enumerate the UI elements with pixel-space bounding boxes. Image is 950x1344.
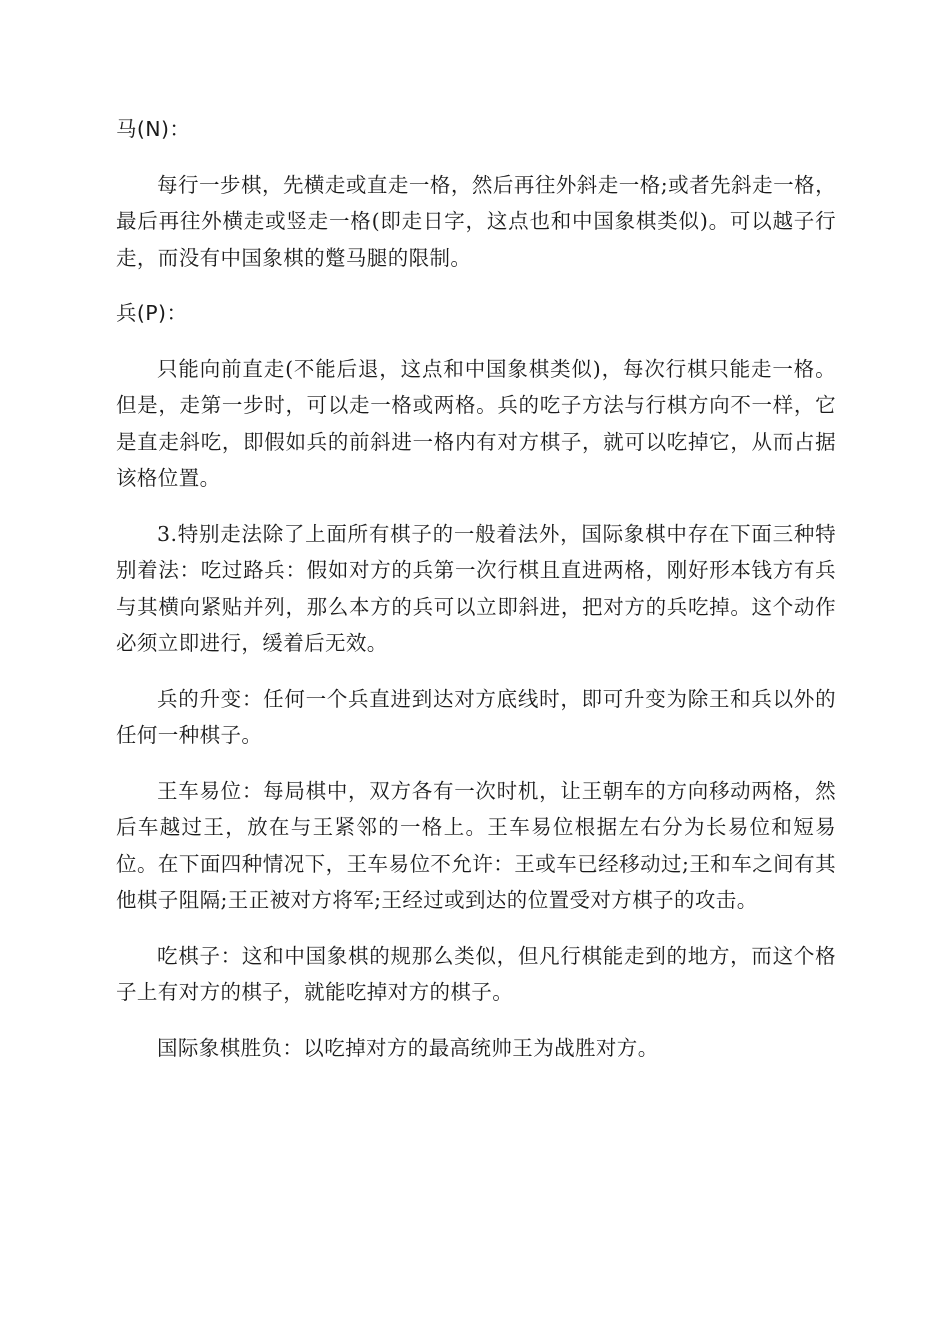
knight-heading: 马(N)：	[116, 117, 191, 141]
document-body	[116, 111, 836, 1085]
pawn-heading: 兵(P)：	[116, 301, 188, 325]
capture-paragraph: 吃棋子：这和中国象棋的规那么类似，但凡行棋能走到的地方，而这个格子上有对方的棋子，就能吃掉对方的棋子。	[116, 943, 836, 1004]
knight-paragraph: 每行一步棋，先横走或直走一格，然后再往外斜走一格;或者先斜走一格，最后再往外横走或竖走一格(即走日字，这点也和中国象棋类似)。可以越子行走，而没有中国象棋的蹩马腿的限制。	[116, 172, 836, 270]
victory-paragraph: 国际象棋胜负：以吃掉对方的最高统帅王为战胜对方。	[157, 1035, 659, 1060]
castling-paragraph: 王车易位：每局棋中，双方各有一次时机，让王朝车的方向移动两格，然后车越过王，放在与王紧邻的一格上。王车易位根据左右分为长易位和短易位。在下面四种情况下，王车易位不允许：王或车已经移动过;王和车之间有其他棋子阻隔;王正被对方将军;王经过或到达的位置受对方棋子的攻击。	[116, 778, 836, 912]
promotion-paragraph: 兵的升变：任何一个兵直进到达对方底线时，即可升变为除王和兵以外的任何一种棋子。	[116, 686, 836, 747]
special-moves-paragraph: 3.特别走法除了上面所有棋子的一般着法外，国际象棋中存在下面三种特别着法：吃过路兵：假如对方的兵第一次行棋且直进两格，刚好形本钱方有兵与其横向紧贴并列，那么本方的兵可以立即斜进，把对方的兵吃掉。这个动作必须立即进行，缓着后无效。	[116, 521, 836, 655]
pawn-paragraph: 只能向前直走(不能后退，这点和中国象棋类似)，每次行棋只能走一格。但是，走第一步时，可以走一格或两格。兵的吃子方法与行棋方向不一样，它是直走斜吃，即假如兵的前斜进一格内有对方棋子，就可以吃掉它，从而占据该格位置。	[116, 356, 836, 490]
